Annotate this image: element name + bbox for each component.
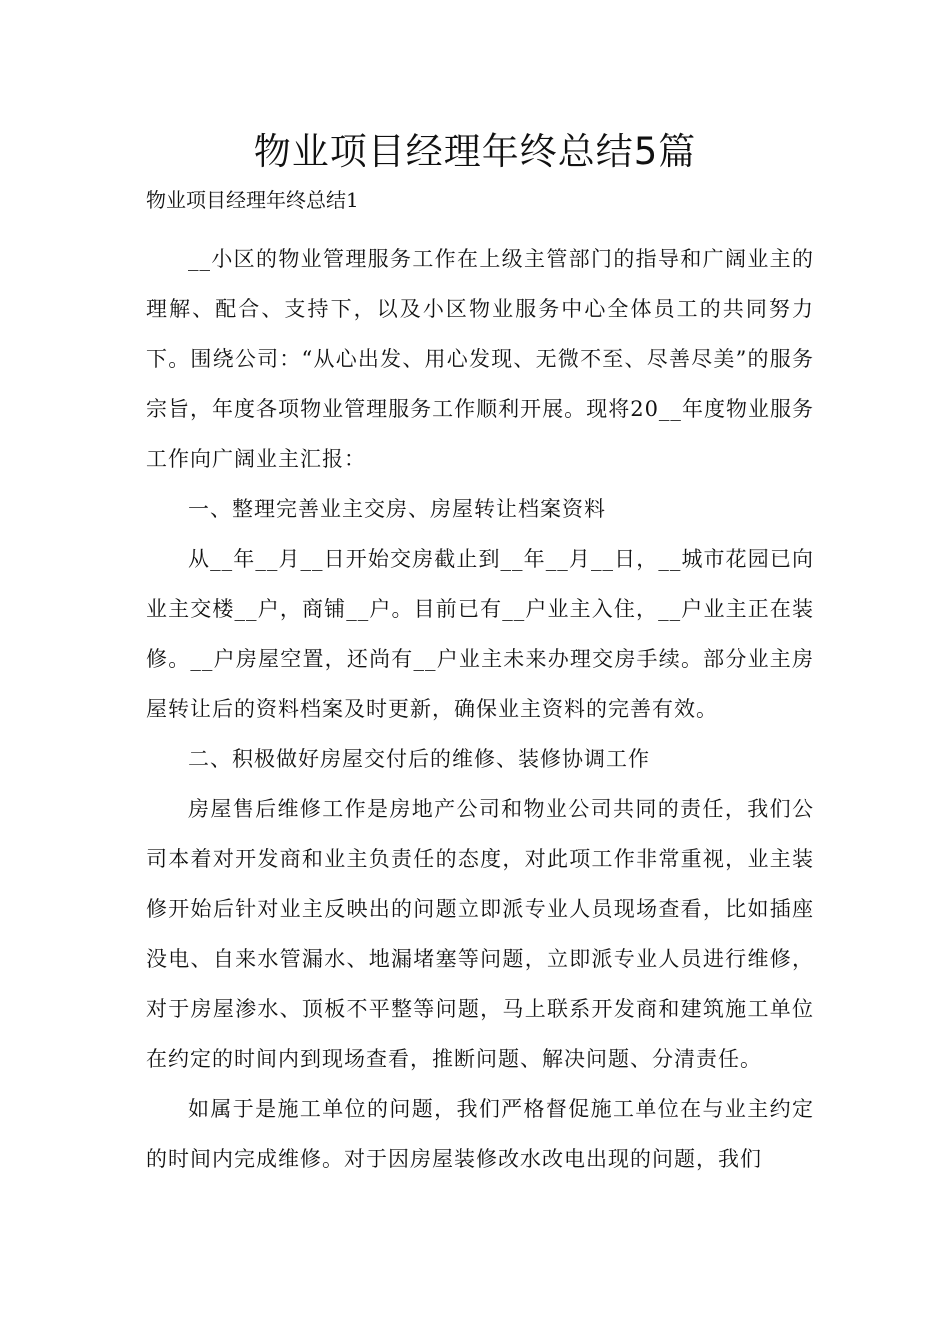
paragraph-handover-status: 从__年__月__日开始交房截止到__年__月__日，__城市花园已向业主交楼__户，商铺__户。目前已有__户业主入住，__户业主正在装修。__户房屋空置，还尚有__户业主未来办理交房手续。部分业主房屋转让后的资料档案及时更新，确保业主资料的完善有效。 [146,547,814,721]
paragraph-heading-archives: 一、整理完善业主交房、房屋转让档案资料 [188,497,606,521]
paragraph-intro: __小区的物业管理服务工作在上级主管部门的指导和广阔业主的理解、配合、支持下，以及小区物业服务中心全体员工的共同努力下。围绕公司：“从心出发、用心发现、无微不至、尽善尽美”的服务宗旨，年度各项物业管理服务工作顺利开展。现将20__年度物业服务工作向广阔业主汇报： [146,247,814,471]
page-title: 物业项目经理年终总结5篇 [253,130,697,173]
paragraph-maintenance-details: 房屋售后维修工作是房地产公司和物业公司共同的责任，我们公司本着对开发商和业主负责任的态度，对此项工作非常重视，业主装修开始后针对业主反映出的问题立即派专业人员现场查看，比如插座没电、自来水管漏水、地漏堵塞等问题，立即派专业人员进行维修，对于房屋渗水、顶板不平整等问题，马上联系开发商和建筑施工单位在约定的时间内到现场查看，推断问题、解决问题、分清责任。 [146,797,814,1071]
paragraph-construction-issues: 如属于是施工单位的问题，我们严格督促施工单位在与业主约定的时间内完成维修。对于因房屋装修改水改电出现的问题，我们 [146,1097,814,1171]
section-heading: 物业项目经理年终总结1 [146,188,359,212]
paragraph-heading-maintenance: 二、积极做好房屋交付后的维修、装修协调工作 [188,747,650,771]
document-body [146,234,814,1184]
